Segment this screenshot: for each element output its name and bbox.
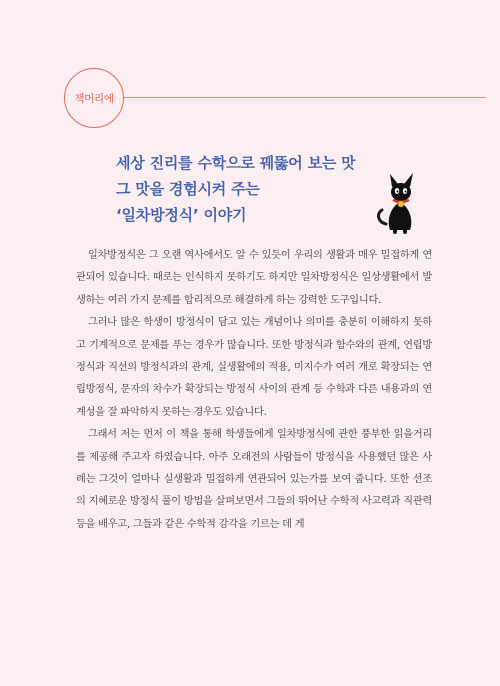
body-text [76, 245, 432, 536]
header-divider [124, 97, 486, 98]
black-cat-icon [376, 172, 426, 236]
paragraph: 그래서 저는 먼저 이 책을 통해 학생들에게 일차방정식에 관한 풍부한 읽을거리를 제공해 주고자 하였습니다. 아주 오래전의 사람들이 방정식을 사용했던 많은 사례는 그것이 얼마나 실생활과 밀접하게 연관되어 있는가를 보여 줍니다. 또한 선조의 지혜로운 방정식 풀이 방법을 살펴보면서 그들의 뛰어난 수학적 사고력과 직관력 등을 배우고, 그들과 같은 수학적 감각을 기르는 데 게 [76, 429, 432, 530]
paragraph: 그러나 많은 학생이 방정식이 담고 있는 개념이나 의미를 충분히 이해하지 못하고 기계적으로 문제를 푸는 경우가 많습니다. 또한 방정식과 함수와의 관계, 연립방정식과 직선의 방정식과의 관계, 실생활에의 적용, 미지수가 여러 개로 확장되는 연립방정식, 문자의 차수가 확장되는 방정식 사이의 관계 등 수학과 다른 내용과의 연계성을 잘 파악하지 못하는 경우도 있습니다. [76, 317, 432, 418]
headline-line-2: 그 맛을 경험시켜 주는 [116, 180, 260, 198]
headline-line-3: ‘일차방정식’ 이야기 [116, 206, 247, 224]
headline-line-1: 세상 진리를 수학으로 꿰뚫어 보는 맛 [116, 154, 356, 172]
section-header [64, 68, 434, 128]
paragraph: 일차방정식은 그 오랜 역사에서도 알 수 있듯이 우리의 생활과 매우 밀접하게 연관되어 있습니다. 때로는 인식하지 못하기도 하지만 일차방정식은 일상생활에서 발생하는 여러 가지 문제를 합리적으로 해결하게 하는 강력한 도구입니다. [76, 250, 432, 306]
headline [116, 150, 396, 228]
section-badge-label: 책머리에 [74, 92, 114, 105]
section-badge [64, 68, 124, 128]
